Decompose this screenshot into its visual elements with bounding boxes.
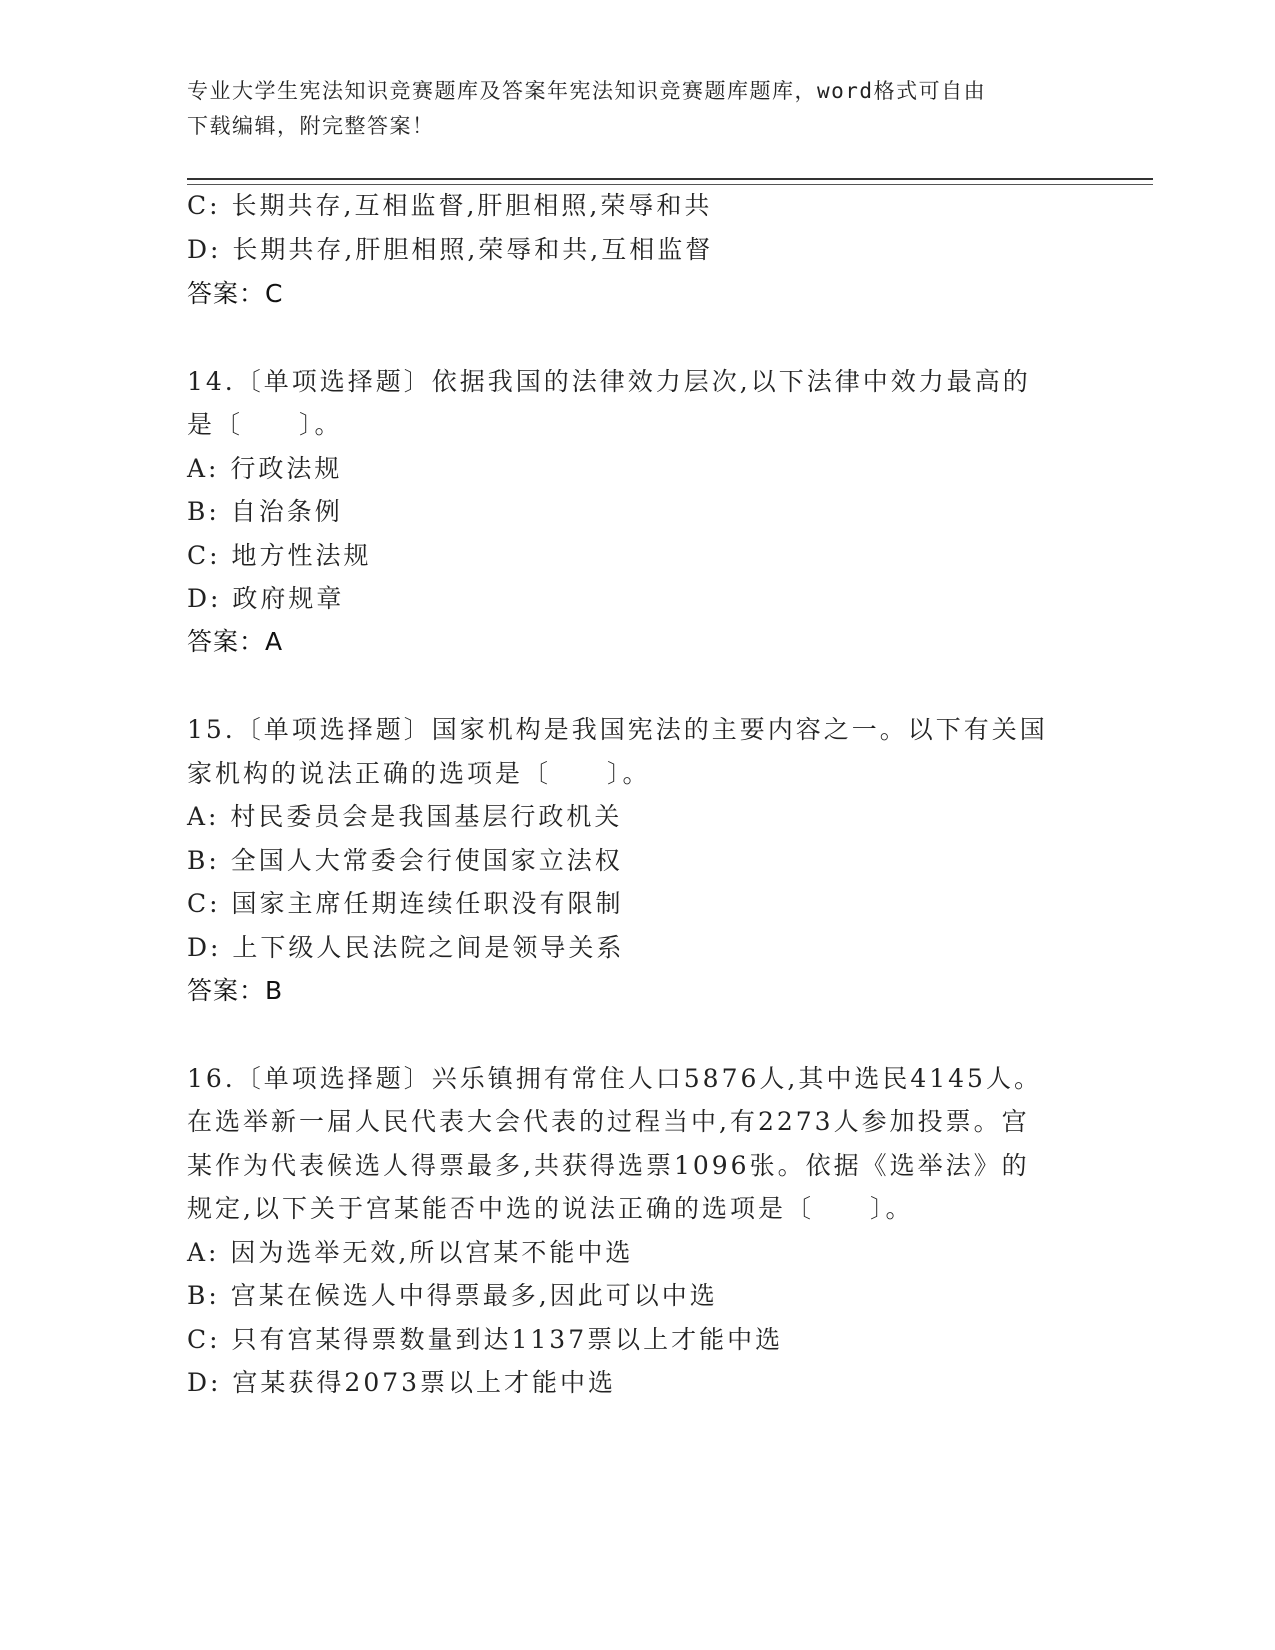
question-15-option-a: A: 村民委员会是我国基层行政机关 [187,802,623,831]
option-c: C: 长期共存,互相监督,肝胆相照,荣辱和共 [187,191,713,220]
question-14-option-b: B: 自治条例 [187,497,343,526]
question-15-answer: 答案：B [187,976,284,1005]
question-15-stem-line-2: 家机构的说法正确的选项是〔 〕。 [187,759,651,788]
question-14-option-c: C: 地方性法规 [187,541,372,570]
question-16-option-a: A: 因为选举无效,所以宫某不能中选 [187,1238,634,1267]
question-14-answer: 答案：A [187,627,284,656]
question-16-stem-line-4: 规定,以下关于宫某能否中选的说法正确的选项是〔 〕。 [187,1194,914,1223]
question-15-option-d: D: 上下级人民法院之间是领导关系 [187,933,625,962]
question-14-stem-line-2: 是〔 〕。 [187,410,343,439]
question-15-option-b: B: 全国人大常委会行使国家立法权 [187,846,623,875]
question-15-option-c: C: 国家主席任期连续任职没有限制 [187,889,624,918]
question-16-option-d: D: 宫某获得2073票以上才能中选 [187,1368,617,1397]
header-divider [187,178,1153,180]
question-15-stem-line-1: 15.〔单项选择题〕国家机构是我国宪法的主要内容之一。以下有关国 [187,715,1048,744]
document-header [187,74,1087,144]
question-16-option-c: C: 只有宫某得票数量到达1137票以上才能中选 [187,1325,784,1354]
question-14-stem-line-1: 14.〔单项选择题〕依据我国的法律效力层次,以下法律中效力最高的 [187,367,1031,396]
question-16-stem-line-1: 16.〔单项选择题〕兴乐镇拥有常住人口5876人,其中选民4145人。 [187,1064,1042,1093]
question-16-stem-line-2: 在选举新一届人民代表大会代表的过程当中,有2273人参加投票。宫 [187,1107,1030,1136]
question-16-option-b: B: 宫某在候选人中得票最多,因此可以中选 [187,1281,718,1310]
answer-line: 答案：C [187,279,284,308]
header-divider-thin [187,184,1153,185]
question-14-option-a: A: 行政法规 [187,454,343,483]
option-d: D: 长期共存,肝胆相照,荣辱和共,互相监督 [187,235,714,264]
question-14-option-d: D: 政府规章 [187,584,345,613]
header-line-2: 下载编辑，附完整答案！ [187,114,435,138]
question-16-stem-line-3: 某作为代表候选人得票最多,共获得选票1096张。依据《选举法》的 [187,1151,1030,1180]
header-line-1: 专业大学生宪法知识竞赛题库及答案年宪法知识竞赛题库题库，word格式可自由 [187,79,987,103]
